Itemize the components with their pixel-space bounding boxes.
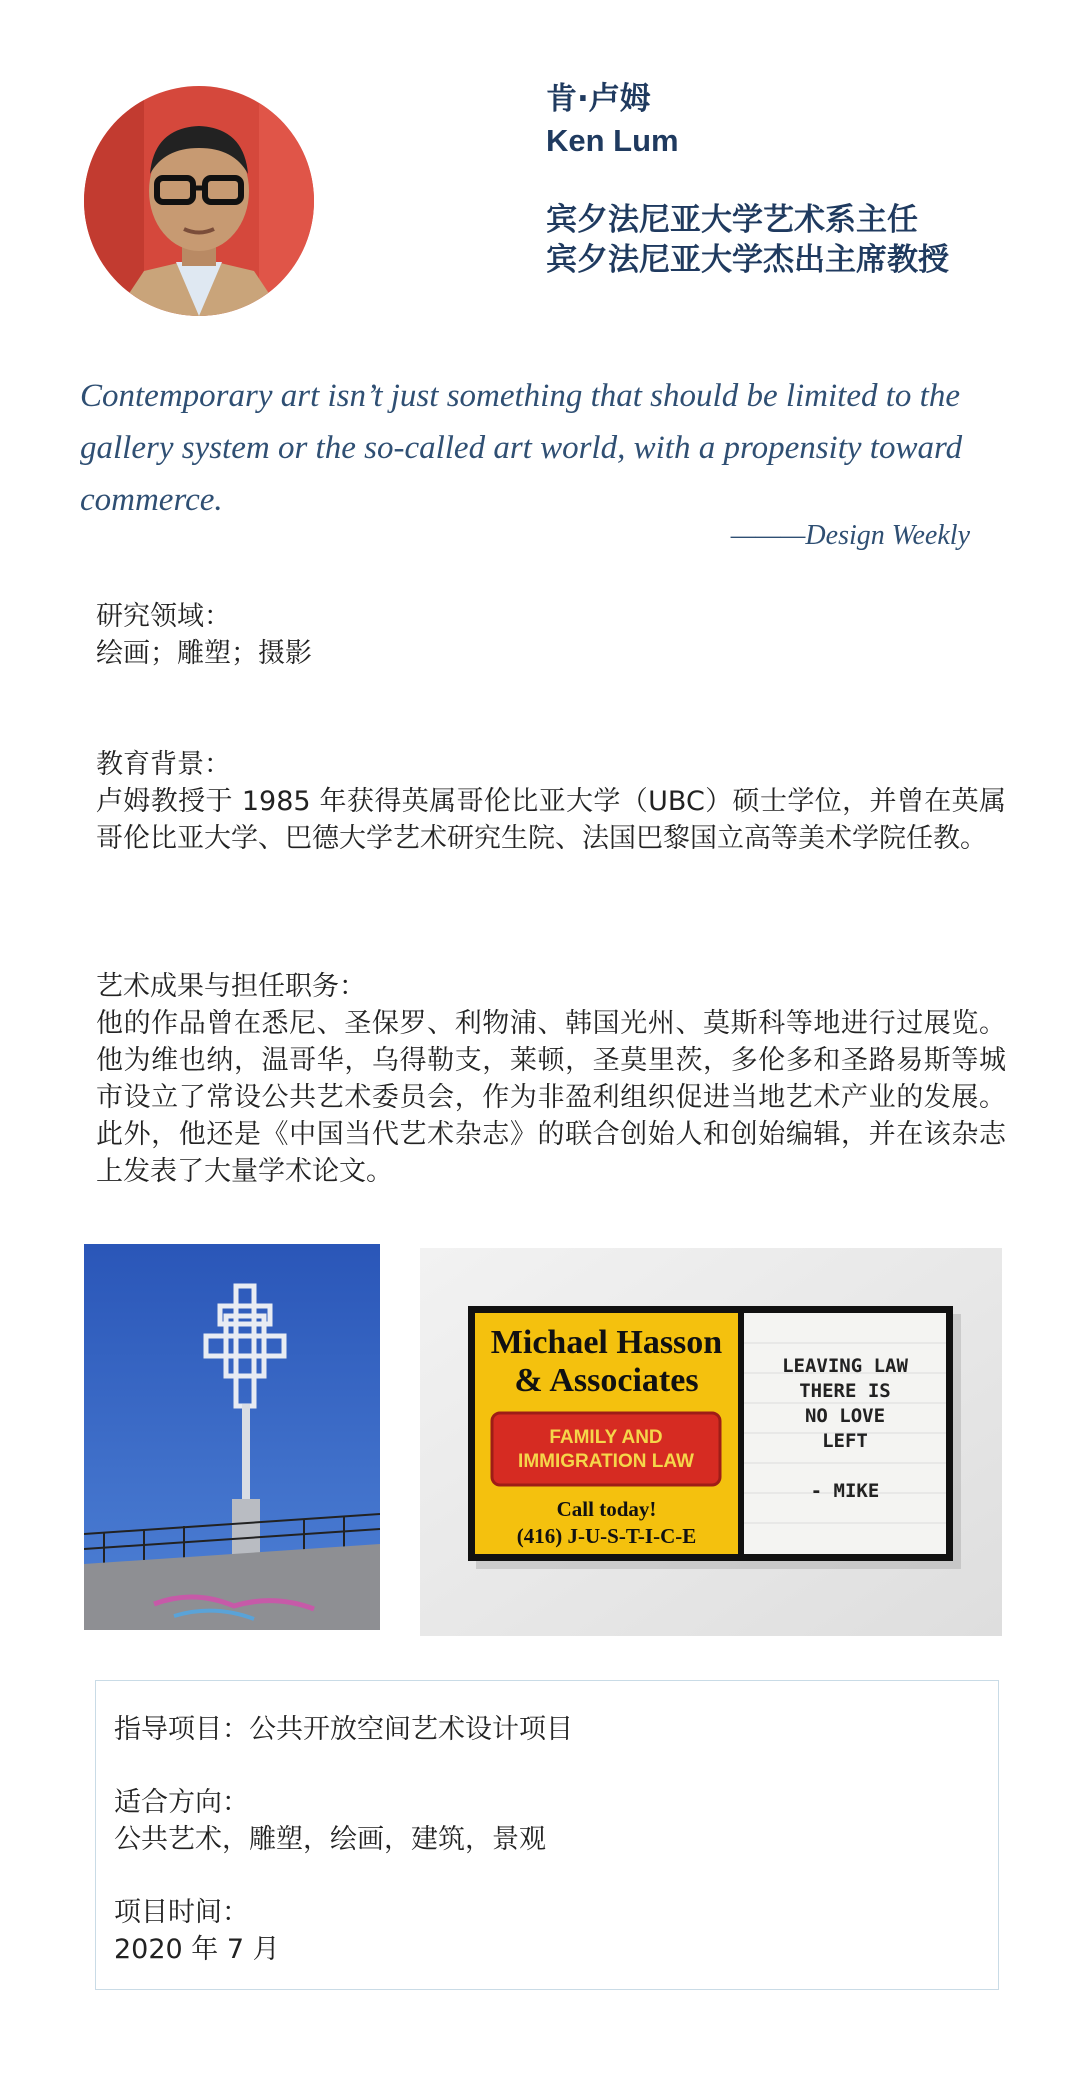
name-chinese: 肯·卢姆 <box>546 81 651 117</box>
title-2: 宾夕法尼亚大学杰出主席教授 <box>546 242 949 278</box>
quote-source: ———Design Weekly <box>730 520 970 551</box>
sign-right-line2: THERE IS <box>799 1380 891 1402</box>
section-body: 他的作品曾在悉尼、圣保罗、利物浦、韩国光州、莫斯科等地进行过展览。他为维也纳，温哥华，乌得勒支，莱顿，圣莫里茨，多伦多和圣路易斯等城市设立了常设公共艺术委员会，作为非盈利组织促进当地艺术产业的发展。此外，他还是《中国当代艺术杂志》的联合创始人和创始编辑，并在该杂志上发表了大量学术论文。 <box>96 1008 1006 1187</box>
sign-banner-line1: FAMILY AND <box>549 1427 663 1448</box>
section-achievements <box>96 968 1006 1190</box>
section-education <box>96 746 1006 857</box>
sign-call: Call today! <box>556 1497 657 1521</box>
sign-banner-line2: IMMIGRATION LAW <box>518 1451 694 1472</box>
name-english: Ken Lum <box>546 123 679 158</box>
name-block <box>546 78 679 162</box>
time-label: 项目时间： <box>114 1897 249 1928</box>
project-info-box <box>95 1680 999 1990</box>
sign-right-signature: - MIKE <box>810 1480 880 1502</box>
title-1: 宾夕法尼亚大学艺术系主任 <box>546 202 918 238</box>
sign-right-line3: NO LOVE <box>804 1405 886 1427</box>
quote-text: Contemporary art isn’t just something that should be limited to the gallery system or the so-called art world, with a propensity toward commerce. <box>80 378 963 518</box>
portrait-photo <box>84 86 314 316</box>
artwork-sign-photo <box>420 1248 1002 1636</box>
project-name: 指导项目：公共开放空间艺术设计项目 <box>114 1714 573 1745</box>
sign-firm-line1: Michael Hasson <box>490 1324 723 1361</box>
sign-right-line4: LEFT <box>822 1430 868 1452</box>
section-label: 艺术成果与担任职务： <box>96 971 366 1002</box>
section-body: 绘画；雕塑；摄影 <box>96 638 312 669</box>
titles-block <box>546 200 949 280</box>
section-body: 卢姆教授于 1985 年获得英属哥伦比亚大学（UBC）硕士学位，并曾在英属哥伦比亚大学、巴德大学艺术研究生院、法国巴黎国立高等美术学院任教。 <box>96 786 1006 854</box>
sign-right-line1: LEAVING LAW <box>782 1355 908 1377</box>
sign-phone: (416) J-U-S-T-I-C-E <box>516 1524 697 1548</box>
section-label: 研究领域： <box>96 601 231 632</box>
time-value: 2020 年 7 月 <box>114 1934 280 1965</box>
artwork-cross-photo <box>84 1244 380 1630</box>
section-label: 教育背景： <box>96 749 231 780</box>
section-research <box>96 598 1006 672</box>
direction-label: 适合方向： <box>114 1787 249 1818</box>
sign-firm-line2: & Associates <box>514 1362 699 1399</box>
direction-value: 公共艺术，雕塑，绘画，建筑，景观 <box>114 1824 546 1855</box>
